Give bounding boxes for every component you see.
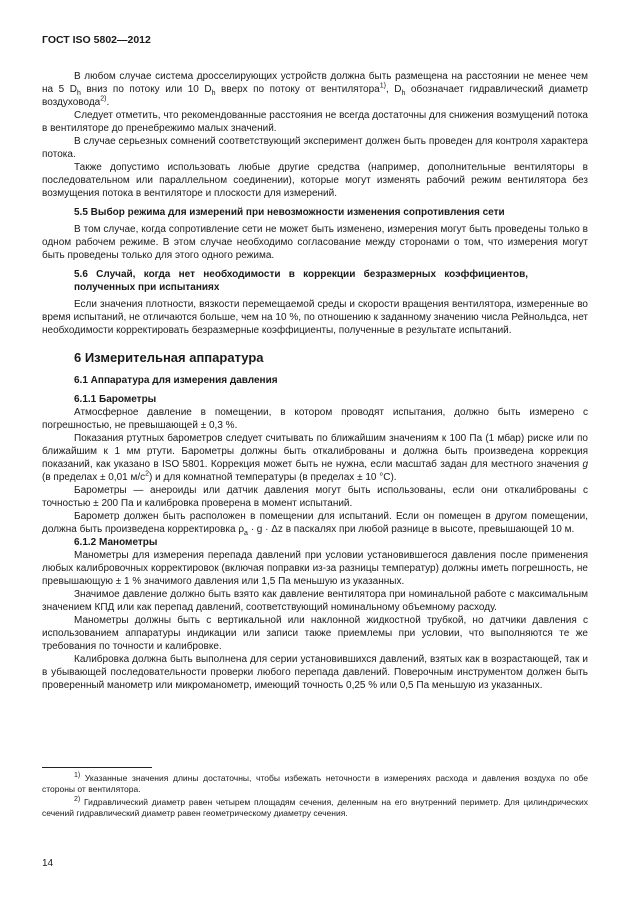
subscript: h — [211, 90, 216, 97]
paragraph: Следует отметить, что рекомендованные расстояния не всегда достаточны для снижения возмущений потока в вентиляторе до пренебрежимо малых значений. — [42, 110, 588, 134]
text-span: (в пределах ± 0,01 м/с — [42, 472, 146, 483]
footnote-marker: 2) — [74, 796, 81, 804]
text-span: , D — [385, 84, 402, 95]
text-span: В любом случае система дросселирующих устройств должна быть размещена на расстоянии не менее чем на 5 D — [42, 71, 588, 95]
superscript: 2 — [145, 470, 150, 478]
text-span: Барометр должен быть расположен в помещении для испытаний. Если он помещен в другом помещении, должна быть произведена корректировка ρ — [42, 511, 588, 535]
paragraph: Также допустимо использовать любые другие средства (например, дополнительные вентиляторы в последовательном или параллельном соединении), которые могут изменять рабочий режим вентилятора без возмущения потока в вентиляторе и плоскости для измерений. — [42, 162, 588, 199]
footnote-marker: 1) — [74, 772, 81, 780]
subscript: h — [401, 90, 406, 97]
paragraph: Если значения плотности, вязкости перемещаемой среды и скорости вращения вентилятора, измеренные во время испытаний, не отличаются больше, чем на 10 %, по отношению к заданному значению числа Рейнольдса, нет необходимости корректировать безразмерные коэффициенты, полученные в результате испытаний. — [42, 299, 588, 336]
paragraph: Манометры для измерения перепада давлений при условии установившегося давления после применения любых калибровочных корректировок (включая поправки из-за разницы температур) должны иметь погрешность, не превышающую ± 1 % значимого давления или 1,5 Па меньшую из указанных. — [42, 550, 588, 587]
paragraph: Манометры должны быть с вертикальной или наклонной жидкостной трубкой, но датчики давления с использованием аппаратуры индикации или записи также приемлемы при условии, что выполняются те же требования по точности и калибровке. — [42, 615, 588, 652]
text-span: . — [106, 97, 110, 108]
paragraph: Барометры — анероиды или датчик давления могут быть использованы, если они откалиброваны с точностью ± 200 Па и калибровка проверена в момент испытаний. — [42, 485, 588, 509]
footnote-ref: 1) — [379, 82, 386, 90]
text-span: обозначает гидравлический диаметр воздуховода — [42, 84, 588, 108]
paragraph: Значимое давление должно быть взято как давление вентилятора при номинальной работе с максимальным значением КПД или как перепад давлений, соответствующий номинальному объемному расходу. — [42, 589, 588, 613]
paragraph: В том случае, когда сопротивление сети не может быть изменено, измерения могут быть проведены только в одном рабочем режиме. В этом случае необходимо согласование между сторонами о том, что измерения могут быть проведены только для этого одного режима. — [42, 224, 588, 261]
footnote-2 — [42, 797, 588, 819]
footnote-text: Гидравлический диаметр равен четырем площадям сечения, деленным на его внутренний периметр. Для цилиндрических сечений гидравлический диаметр равен геометрическому диаметру сечения. — [42, 797, 588, 818]
symbol-g: g — [582, 459, 588, 470]
subscript: a — [244, 530, 248, 537]
footnote-divider — [42, 767, 152, 768]
subsection-heading-6-1-1: 6.1.1 Барометры — [74, 394, 157, 405]
text-span: · g · Δz в паскалях при любой разнице в высоте, превышающей 10 м. — [247, 524, 575, 535]
footnote-ref: 2) — [100, 95, 107, 103]
text-span: вверх по потоку от вентилятора — [215, 84, 380, 95]
section-heading-6-1: 6.1 Аппаратура для измерения давления — [74, 375, 278, 386]
chapter-heading-6: 6 Измерительная аппаратура — [74, 350, 264, 365]
section-heading-5-5: 5.5 Выбор режима для измерений при невозможности изменения сопротивления сети — [74, 207, 505, 218]
text-span: вниз по потоку или 10 D — [80, 84, 212, 95]
paragraph — [42, 510, 588, 536]
document-body — [42, 70, 588, 692]
paragraph: Атмосферное давление в помещении, в котором проводят испытания, должно быть измерено с погрешностью, не превышающей ± 0,3 %. — [42, 407, 588, 431]
paragraph — [42, 432, 588, 484]
paragraph: В случае серьезных сомнений соответствующий эксперимент должен быть проведен для контроля характера потока. — [42, 136, 588, 160]
subscript: h — [76, 90, 81, 97]
text-span: ) и для комнатной температуры (в пределах ± 10 °С). — [149, 472, 397, 483]
section-heading-5-6: 5.6 Случай, когда нет необходимости в коррекции безразмерных коэффициентов, полученных при испытаниях — [74, 269, 528, 293]
page-header: ГОСТ ISO 5802—2012 — [42, 34, 151, 46]
paragraph — [42, 70, 588, 109]
text-span: Показания ртутных барометров следует считывать по ближайшим значениям к 100 Па (1 мбар) риске или по ближайшим к 1 мм ртути. Барометры должны быть откалиброваны и должна быть произведена коррекция показаний, как указано в ISO 5801. Коррекция может быть не нужна, если масштаб задан для местного значения — [42, 433, 588, 470]
footnote-text: Указанные значения длины достаточны, чтобы избежать неточности в измерениях расхода и давления воздуха по обе стороны от вентилятора. — [42, 773, 588, 794]
footnote-1 — [42, 773, 588, 795]
subsection-heading-6-1-2: 6.1.2 Манометры — [74, 537, 158, 548]
page-number: 14 — [42, 858, 54, 869]
paragraph: Калибровка должна быть выполнена для серии установившихся давлений, взятых как в возрастающей, так и в убывающей последовательности проверки любого перепада давлений. Поверочным инструментом должен быть проверенный манометр или микроманометр, имеющий точность 0,25 % или 0,5 Па меньшую из указанных. — [42, 654, 588, 691]
